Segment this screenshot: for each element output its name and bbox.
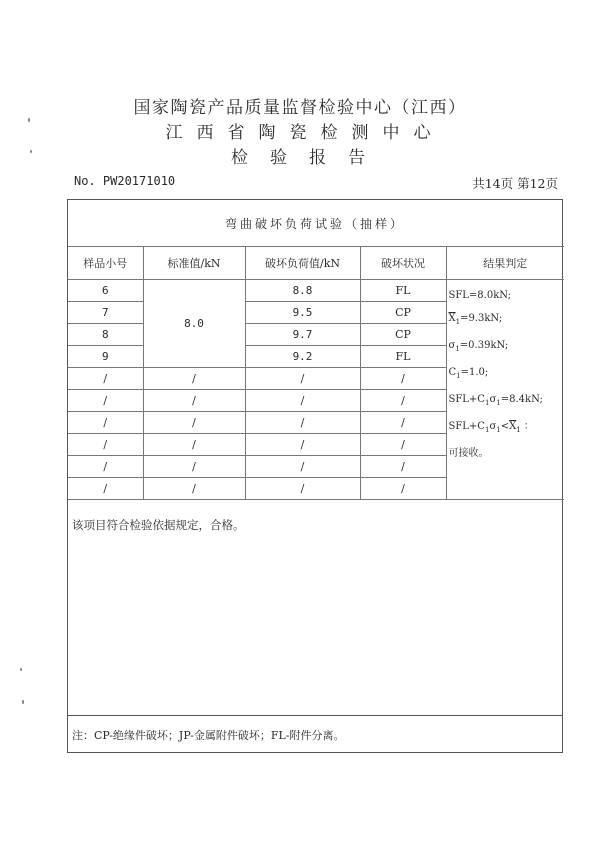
standard-value: / [143,390,245,412]
break-status: CP [360,324,446,346]
scan-speck [30,150,32,153]
break-status: / [360,478,446,500]
results-table [68,246,564,500]
standard-value: / [143,478,245,500]
report-title: 检验报告 [231,148,387,168]
break-load: / [245,390,360,412]
note-divider [68,715,562,716]
break-status: FL [360,346,446,368]
institution-title: 国家陶瓷产品质量监督检验中心（江西） [133,98,467,118]
sfl-c-line: $SFL+C_1\sigma_1=8.4kN$; [448,394,543,407]
footnote: 注：CP-绝缘件破坏；JP-金属附件破坏；FL-附件分离。 [72,729,345,742]
break-load: / [245,456,360,478]
break-status: / [360,412,446,434]
break-status: CP [360,302,446,324]
conclusion-text: 该项目符合检验依据规定，合格。 [72,518,245,532]
sample-id: / [68,478,143,500]
break-status: / [360,456,446,478]
break-load: / [245,434,360,456]
sample-id: 6 [68,280,143,302]
column-header: 破坏负荷值/kN [245,247,360,280]
sample-id: 9 [68,346,143,368]
mean-line: $\overline{X}_1=9.3kN$; [448,313,503,326]
break-status: / [360,390,446,412]
break-load: 9.2 [245,346,360,368]
column-header: 样品小号 [68,247,143,280]
column-header: 结果判定 [446,247,564,280]
sample-id: / [68,412,143,434]
standard-value: / [143,368,245,390]
compare-line: $SFL+C_1\sigma_1<\overline{X}_1$ ： [448,421,534,434]
sigma-line: $\sigma_1=0.39kN$; [448,340,509,353]
standard-value: / [143,412,245,434]
sample-id: / [68,456,143,478]
break-status: / [360,434,446,456]
page-info: 共14页 第12页 [472,176,558,191]
break-load: 9.5 [245,302,360,324]
column-header: 标准值/kN [143,247,245,280]
accept-line: 可接收。 [448,448,489,459]
sample-id: / [68,368,143,390]
report-table-frame [67,199,563,753]
center-title: 江西省陶瓷检测中心 [165,123,445,143]
result-judgement [446,280,564,500]
sample-id: / [68,390,143,412]
sfl-line: SFL=8.0kN; [448,290,512,301]
table-header-row [68,247,564,280]
break-load: / [245,368,360,390]
report-number: No. PW20171010 [74,174,176,188]
break-load: / [245,412,360,434]
sample-id: 7 [68,302,143,324]
break-load: / [245,478,360,500]
standard-value: 8.0 [143,280,245,368]
table-row [68,280,564,302]
scan-speck [20,668,22,671]
standard-value: / [143,434,245,456]
sample-id: / [68,434,143,456]
break-load: 8.8 [245,280,360,302]
column-header: 破坏状况 [360,247,446,280]
standard-value: / [143,456,245,478]
section-title: 弯曲破坏负荷试验（抽样） [68,200,562,247]
scan-speck [22,700,24,704]
break-status: FL [360,280,446,302]
break-status: / [360,368,446,390]
break-load: 9.7 [245,324,360,346]
sample-id: 8 [68,324,143,346]
scan-speck [28,118,30,122]
c1-line: $C_1=1.0$; [448,367,489,380]
